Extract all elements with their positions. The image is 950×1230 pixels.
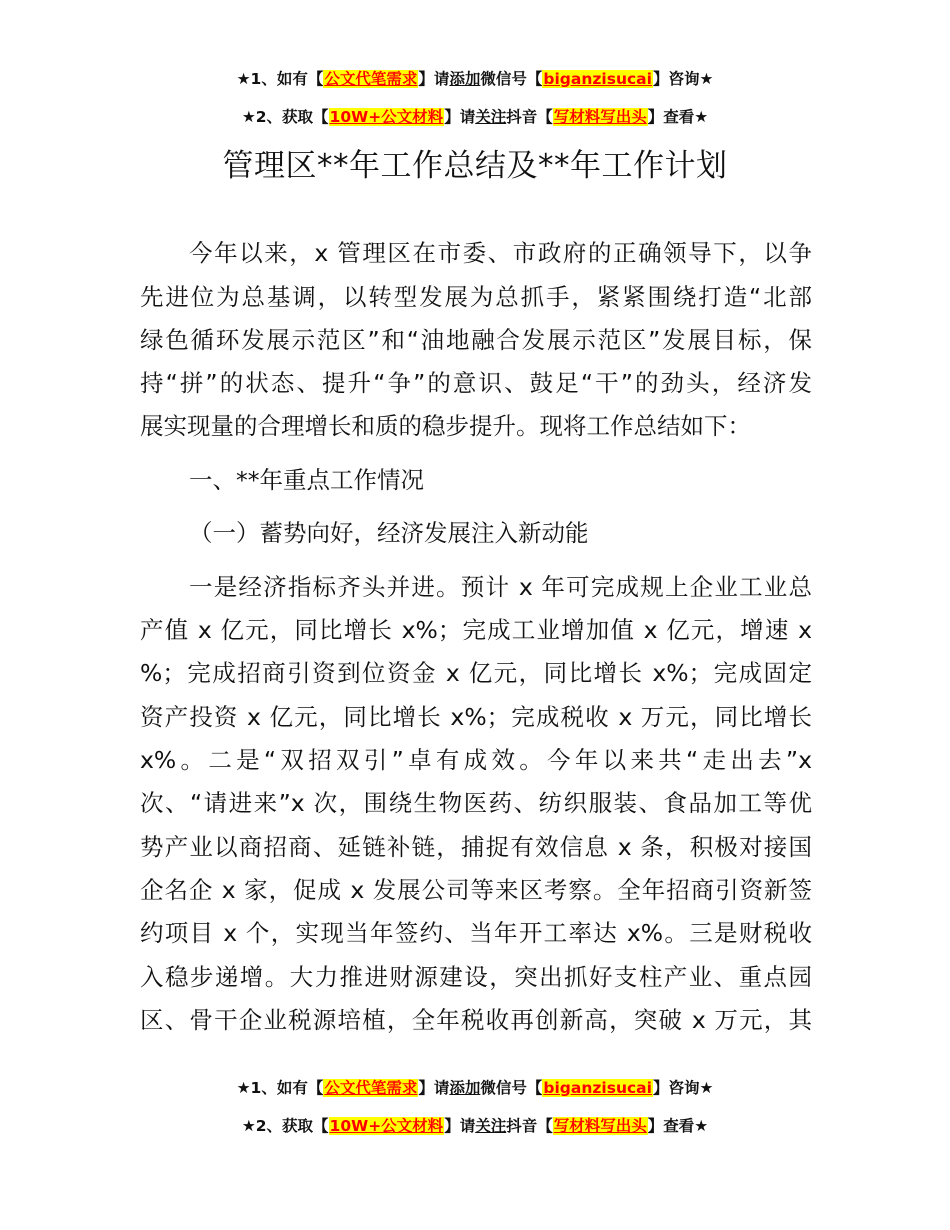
- promo-highlight: biganzisucai: [543, 70, 652, 88]
- promo-line-2: [0, 106, 950, 128]
- promo-text: ★2、获取【: [241, 108, 329, 126]
- promo-text: ★1、如有【: [236, 70, 324, 88]
- body-line: 先进位为总基调，以转型发展为总抓手，紧紧围绕打造“北部: [140, 283, 812, 311]
- body-line: 企名企 x 家，促成 x 发展公司等来区考察。全年招商引资新签: [140, 876, 812, 904]
- promo-underline: 添加: [449, 70, 481, 88]
- body-line: 约项目 x 个，实现当年签约、当年开工率达 x%。三是财税收: [140, 919, 812, 947]
- body-line: 势产业以商招商、延链补链，捕捉有效信息 x 条，积极对接国: [140, 833, 812, 861]
- promo-highlight: 10W+公文材料: [329, 1117, 444, 1135]
- body-line: 持“拼”的状态、提升“争”的意识、鼓足“干”的劲头，经济发: [140, 369, 812, 397]
- body-line: 今年以来，x 管理区在市委、市政府的正确领导下，以争: [189, 239, 812, 267]
- promo-text: 】请: [444, 108, 476, 126]
- body-line: 展实现量的合理增长和质的稳步提升。现将工作总结如下：: [140, 412, 751, 440]
- body-line: %；完成招商引资到位资金 x 亿元，同比增长 x%；完成固定: [140, 659, 812, 687]
- promo-line-1: [0, 68, 950, 90]
- promo-text: 】请: [444, 1117, 476, 1135]
- promo-text: ★1、如有【: [236, 1079, 324, 1097]
- promo-text: 抖音【: [506, 108, 553, 126]
- promo-highlight: 公文代笔需求: [324, 70, 418, 88]
- promo-text: 】查看★: [647, 1117, 709, 1135]
- section-heading: 一、**年重点工作情况: [189, 466, 424, 494]
- promo-highlight: 写材料写出头: [553, 1117, 647, 1135]
- body-line: x%。二是“双招双引”卓有成效。今年以来共“走出去”x: [140, 746, 812, 774]
- subsection-heading: （一）蓄势向好，经济发展注入新动能: [189, 519, 589, 547]
- body-line: 一是经济指标齐头并进。预计 x 年可完成规上企业工业总: [189, 573, 812, 601]
- body-line: 资产投资 x 亿元，同比增长 x%；完成税收 x 万元，同比增长: [140, 703, 812, 731]
- document-title: 管理区**年工作总结及**年工作计划: [222, 148, 728, 184]
- promo-text: ★2、获取【: [241, 1117, 329, 1135]
- body-line: 产值 x 亿元，同比增长 x%；完成工业增加值 x 亿元，增速 x: [140, 616, 812, 644]
- promo-underline: 添加: [449, 1079, 481, 1097]
- promo-highlight: 写材料写出头: [553, 108, 647, 126]
- promo-text: 】查看★: [647, 108, 709, 126]
- promo-highlight: biganzisucai: [543, 1079, 652, 1097]
- promo-text: 微信号【: [480, 1079, 543, 1097]
- promo-line-1-footer: [0, 1077, 950, 1099]
- promo-underline: 关注: [475, 1117, 507, 1135]
- promo-text: 】请: [418, 70, 450, 88]
- promo-underline: 关注: [475, 108, 507, 126]
- body-line: 区、骨干企业税源培植，全年税收再创新高，突破 x 万元，其: [140, 1006, 812, 1034]
- promo-text: 微信号【: [480, 70, 543, 88]
- promo-text: 】咨询★: [652, 70, 714, 88]
- promo-text: 】咨询★: [652, 1079, 714, 1097]
- body-line: 绿色循环发展示范区”和“油地融合发展示范区”发展目标，保: [140, 326, 812, 354]
- body-line: 入稳步递增。大力推进财源建设，突出抓好支柱产业、重点园: [140, 963, 812, 991]
- body-line: 次、“请进来”x 次，围绕生物医药、纺织服装、食品加工等优: [140, 789, 812, 817]
- promo-line-2-footer: [0, 1115, 950, 1137]
- promo-text: 抖音【: [506, 1117, 553, 1135]
- promo-highlight: 10W+公文材料: [329, 108, 444, 126]
- promo-highlight: 公文代笔需求: [324, 1079, 418, 1097]
- promo-text: 】请: [418, 1079, 450, 1097]
